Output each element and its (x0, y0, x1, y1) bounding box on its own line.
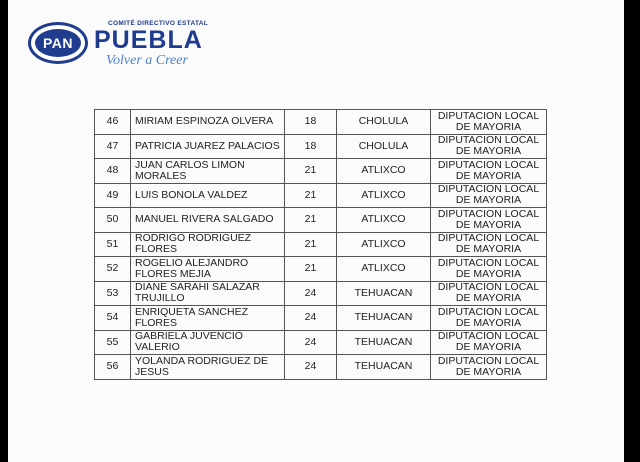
position-title: DIPUTACION LOCAL DE MAYORIA (431, 159, 547, 184)
city-name: ATLIXCO (337, 257, 431, 282)
candidate-name: DIANE SARAHI SALAZAR TRUJILLO (131, 281, 285, 306)
city-name: ATLIXCO (337, 159, 431, 184)
district-number: 18 (285, 134, 337, 159)
candidate-name: YOLANDA RODRIGUEZ DE JESUS (131, 355, 285, 380)
candidate-name: MIRIAM ESPINOZA OLVERA (131, 110, 285, 135)
position-title: DIPUTACION LOCAL DE MAYORIA (431, 281, 547, 306)
district-number: 21 (285, 257, 337, 282)
city-name: TEHUACAN (337, 355, 431, 380)
table-row (95, 281, 547, 306)
candidate-name: ROGELIO ALEJANDRO FLORES MEJIA (131, 257, 285, 282)
position-title: DIPUTACION LOCAL DE MAYORIA (431, 110, 547, 135)
district-number: 24 (285, 355, 337, 380)
district-number: 24 (285, 306, 337, 331)
city-name: TEHUACAN (337, 306, 431, 331)
city-name: ATLIXCO (337, 232, 431, 257)
committee-label: COMITÉ DIRECTIVO ESTATAL (108, 20, 209, 27)
position-title: DIPUTACION LOCAL DE MAYORIA (431, 232, 547, 257)
table-row (95, 232, 547, 257)
city-name: CHOLULA (337, 134, 431, 159)
slogan: Volver a Creer (106, 53, 188, 68)
candidate-name: JUAN CARLOS LIMON MORALES (131, 159, 285, 184)
row-number: 50 (95, 208, 131, 233)
candidate-name: MANUEL RIVERA SALGADO (131, 208, 285, 233)
candidate-name: LUIS BONOLA VALDEZ (131, 183, 285, 208)
candidates-table (94, 109, 547, 380)
document-page (8, 0, 624, 462)
city-name: TEHUACAN (337, 281, 431, 306)
candidate-name: RODRIGO RODRIGUEZ FLORES (131, 232, 285, 257)
table-row (95, 134, 547, 159)
row-number: 52 (95, 257, 131, 282)
table-row (95, 110, 547, 135)
table-row (95, 330, 547, 355)
district-number: 21 (285, 208, 337, 233)
row-number: 53 (95, 281, 131, 306)
city-name: ATLIXCO (337, 183, 431, 208)
row-number: 47 (95, 134, 131, 159)
row-number: 46 (95, 110, 131, 135)
state-title: PUEBLA (94, 26, 203, 54)
table-row (95, 257, 547, 282)
city-name: CHOLULA (337, 110, 431, 135)
district-number: 18 (285, 110, 337, 135)
party-logo (28, 20, 238, 72)
district-number: 21 (285, 232, 337, 257)
row-number: 55 (95, 330, 131, 355)
position-title: DIPUTACION LOCAL DE MAYORIA (431, 355, 547, 380)
row-number: 56 (95, 355, 131, 380)
row-number: 54 (95, 306, 131, 331)
position-title: DIPUTACION LOCAL DE MAYORIA (431, 134, 547, 159)
position-title: DIPUTACION LOCAL DE MAYORIA (431, 306, 547, 331)
city-name: TEHUACAN (337, 330, 431, 355)
row-number: 49 (95, 183, 131, 208)
row-number: 48 (95, 159, 131, 184)
table-row (95, 208, 547, 233)
pan-logo-icon (28, 22, 88, 64)
position-title: DIPUTACION LOCAL DE MAYORIA (431, 183, 547, 208)
district-number: 21 (285, 159, 337, 184)
candidate-name: ENRIQUETA SANCHEZ FLORES (131, 306, 285, 331)
position-title: DIPUTACION LOCAL DE MAYORIA (431, 208, 547, 233)
table-row (95, 355, 547, 380)
district-number: 21 (285, 183, 337, 208)
candidate-name: PATRICIA JUAREZ PALACIOS (131, 134, 285, 159)
city-name: ATLIXCO (337, 208, 431, 233)
pan-badge-text: PAN (35, 29, 81, 57)
position-title: DIPUTACION LOCAL DE MAYORIA (431, 257, 547, 282)
candidate-name: GABRIELA JUVENCIO VALERIO (131, 330, 285, 355)
table-row (95, 306, 547, 331)
position-title: DIPUTACION LOCAL DE MAYORIA (431, 330, 547, 355)
table-row (95, 183, 547, 208)
district-number: 24 (285, 281, 337, 306)
district-number: 24 (285, 330, 337, 355)
table-row (95, 159, 547, 184)
row-number: 51 (95, 232, 131, 257)
